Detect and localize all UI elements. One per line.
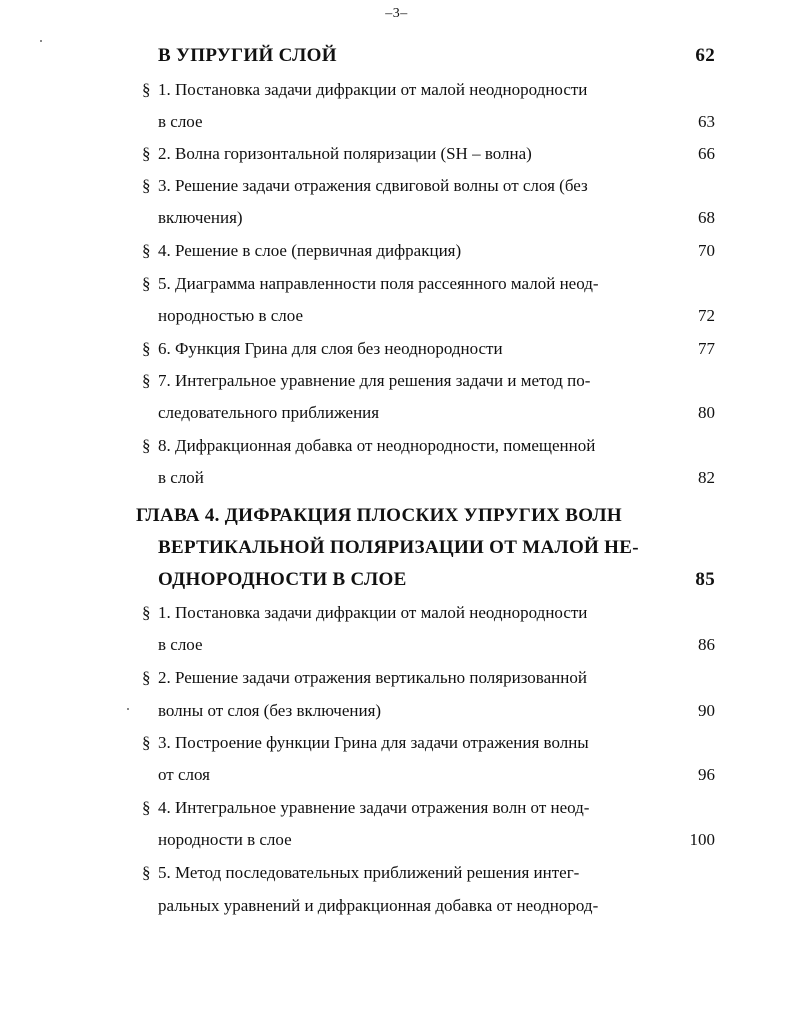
- toc-continuation-text: ральных уравнений и дифракционная добавка от неоднород-: [158, 896, 599, 915]
- toc-section-text: 2. Волна горизонтальной поляризации (SH – волна): [158, 144, 532, 163]
- section-symbol: §: [142, 274, 151, 293]
- toc-line: [0, 697, 793, 725]
- toc-continuation-text: от слоя: [158, 765, 210, 784]
- toc-section-text: 5. Метод последовательных приближений решения интег-: [158, 863, 580, 882]
- toc-continuation-text: нородности в слое: [158, 830, 292, 849]
- section-symbol: §: [142, 733, 151, 752]
- chapter-heading: [0, 502, 793, 530]
- toc-continuation-text: волны от слоя (без включения): [158, 701, 382, 720]
- toc-continuation-text: в слое: [158, 635, 203, 654]
- toc-page-number: 90: [698, 701, 715, 720]
- toc-heading-text: В УПРУГИЙ СЛОЙ: [158, 45, 337, 66]
- toc-line: [0, 172, 793, 200]
- toc-line: [0, 270, 793, 298]
- toc-page-number: 96: [698, 765, 715, 784]
- toc-line: [0, 399, 793, 427]
- toc-heading-text: ГЛАВА 4. ДИФРАКЦИЯ ПЛОСКИХ УПРУГИХ ВОЛН: [136, 505, 622, 526]
- page-number: –3–: [385, 6, 408, 21]
- toc-line: [0, 335, 793, 363]
- toc-page-number: 82: [698, 468, 715, 487]
- toc-page-number: 70: [698, 241, 715, 260]
- section-symbol: §: [142, 176, 151, 195]
- toc-section-text: 6. Функция Грина для слоя без неоднородности: [158, 339, 503, 358]
- toc-page-number: 100: [689, 830, 715, 849]
- toc-line: [0, 464, 793, 492]
- toc-line: [0, 599, 793, 627]
- toc-section-text: 3. Построение функции Грина для задачи отражения волны: [158, 733, 589, 752]
- toc-line: [0, 76, 793, 104]
- toc-heading-text: ОДНОРОДНОСТИ В СЛОЕ: [158, 569, 407, 590]
- toc-line: [0, 108, 793, 136]
- section-symbol: §: [142, 863, 151, 882]
- toc-section-text: 2. Решение задачи отражения вертикально поляризованной: [158, 668, 587, 687]
- toc-page-number: 63: [698, 112, 715, 131]
- toc-section-text: 1. Постановка задачи дифракции от малой неоднородности: [158, 80, 588, 99]
- toc-line: [0, 367, 793, 395]
- toc-line: [0, 140, 793, 168]
- toc-line: [0, 794, 793, 822]
- toc-continuation-text: в слое: [158, 112, 203, 131]
- chapter-heading: [0, 566, 793, 594]
- toc-continuation-text: следовательного приближения: [158, 403, 380, 422]
- toc-continuation-text: в слой: [158, 468, 204, 487]
- toc-line: [0, 631, 793, 659]
- toc-page-number: 68: [698, 208, 715, 227]
- toc-line: [0, 42, 793, 70]
- toc-page-number: 72: [698, 306, 715, 325]
- section-symbol: §: [142, 144, 151, 163]
- section-symbol: §: [142, 668, 151, 687]
- section-symbol: §: [142, 798, 151, 817]
- toc-line: [0, 237, 793, 265]
- toc-line: [0, 204, 793, 232]
- toc-page-number: 62: [695, 45, 715, 66]
- section-symbol: §: [142, 80, 151, 99]
- section-symbol: §: [142, 241, 151, 260]
- toc-line: [0, 664, 793, 692]
- toc-line: [0, 892, 793, 920]
- toc-page-number: 80: [698, 403, 715, 422]
- section-symbol: §: [142, 436, 151, 455]
- toc-section-text: 5. Диаграмма направленности поля рассеянного малой неод-: [158, 274, 599, 293]
- toc-continuation-text: включения): [158, 208, 243, 227]
- toc-line: [0, 859, 793, 887]
- toc-page-number: 66: [698, 144, 715, 163]
- toc-section-text: 7. Интегральное уравнение для решения задачи и метод по-: [158, 371, 591, 390]
- section-symbol: §: [142, 603, 151, 622]
- toc-heading-text: ВЕРТИКАЛЬНОЙ ПОЛЯРИЗАЦИИ ОТ МАЛОЙ НЕ-: [158, 537, 639, 558]
- section-symbol: §: [142, 339, 151, 358]
- toc-line: [0, 432, 793, 460]
- toc-page-number: 77: [698, 339, 715, 358]
- toc-page-number: 85: [695, 569, 715, 590]
- toc-section-text: 4. Решение в слое (первичная дифракция): [158, 241, 462, 260]
- toc-section-text: 8. Дифракционная добавка от неоднородности, помещенной: [158, 436, 596, 455]
- toc-line: [0, 302, 793, 330]
- toc-section-text: 4. Интегральное уравнение задачи отражения волн от неод-: [158, 798, 590, 817]
- toc-page-number: 86: [698, 635, 715, 654]
- toc-line: [0, 729, 793, 757]
- toc-line: [0, 826, 793, 854]
- toc-section-text: 1. Постановка задачи дифракции от малой неоднородности: [158, 603, 588, 622]
- toc-section-text: 3. Решение задачи отражения сдвиговой волны от слоя (без: [158, 176, 588, 195]
- toc-line: [0, 761, 793, 789]
- section-symbol: §: [142, 371, 151, 390]
- chapter-heading: [0, 534, 793, 562]
- toc-continuation-text: нородностью в слое: [158, 306, 304, 325]
